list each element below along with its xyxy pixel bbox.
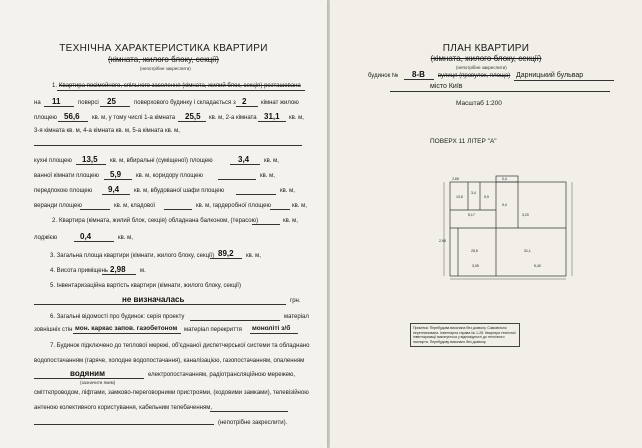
- living-area-value: 56,6: [64, 112, 80, 121]
- walls-value: мон. каркас запов. газобетоном: [75, 325, 178, 332]
- underline: [80, 209, 110, 210]
- plan-dim-3: 3,05: [472, 264, 479, 268]
- grn-label: грн.: [290, 298, 301, 304]
- p7-line4: сміттєпроводом, ліфтами, замково-переговорними пристроями, (кодовими замками), телевізійною: [34, 390, 309, 396]
- toilet-label: кв. м, вбиральні (суміщеної) площею: [110, 158, 213, 164]
- plan-dim-2: 5,40: [534, 264, 541, 268]
- kv-m-label: кв. м,: [246, 253, 261, 259]
- hall-label: передпокою площею: [34, 188, 93, 194]
- underline: [230, 164, 260, 165]
- p7-line2: водопостачанням (гаряче, холодне водопостачання), каналізацією, газопостачанням, опаленням: [34, 358, 305, 364]
- toilet-value: 3,4: [238, 155, 250, 164]
- underline: [270, 209, 290, 210]
- p2-text: Квартира (кімната, жилий блок, секція) обладнана балконом, (терасою): [59, 218, 259, 224]
- street-label: вулиця (провулок, площа): [438, 73, 511, 79]
- p1-area-word: площею: [34, 115, 57, 121]
- underline: [102, 274, 136, 275]
- floors-total-value: 25: [107, 97, 116, 106]
- unneeded-note-2: (непотрібне закреслити).: [218, 420, 288, 426]
- doc-title: ТЕХНІЧНА ХАРАКТЕРИСТИКА КВАРТИРИ: [59, 43, 268, 54]
- p7-text: 7. Будинок підключено до теплової мережі, об'єднаної диспетчерської системи та обладнано: [50, 343, 310, 349]
- plan-dim-4: 5,17: [468, 213, 475, 217]
- underline: [236, 194, 276, 195]
- city-value: місто Київ: [430, 83, 463, 90]
- p3-text: 3. Загальна площа квартири (кімнати, жилого блоку, секції): [50, 253, 215, 259]
- kv-m-label: кв. м,: [283, 218, 298, 224]
- p1-room2: кв. м, 2-а кімната: [209, 115, 257, 121]
- plan-title: ПЛАН КВАРТИРИ: [442, 43, 530, 54]
- underline: [252, 224, 280, 225]
- underline: [34, 145, 302, 146]
- loggia-label: лоджією: [34, 235, 58, 241]
- p1-na: на: [34, 100, 41, 106]
- p1-building: поверхового будинку і складається з: [134, 100, 236, 106]
- overlap-label: матеріал перекриття: [184, 327, 242, 333]
- bath-label: ванної кімнати площею: [34, 173, 99, 179]
- underline: [34, 304, 286, 305]
- unneeded-note: (непотрібне закреслити): [140, 66, 191, 71]
- stamp-text: Примітка: Перебудова виконана без дозволу. Самовільно перепланована. Інвентарна справа № 1-28. Квартира технічної інвентаризації виконується у відповідності до технічного паспорта. Перебудову виконано без дозволу.: [413, 326, 516, 344]
- underline: [100, 106, 130, 107]
- rooms-value: 2: [242, 97, 247, 106]
- underline: [390, 91, 610, 92]
- notes-stamp-box: [410, 323, 520, 347]
- plan-unneeded-note: (непотрібне закреслити): [456, 65, 507, 70]
- building-no: 8-В: [412, 70, 425, 79]
- right-page: [330, 0, 642, 448]
- plan-toilet-label: 3,4: [471, 191, 476, 195]
- water-hand-value: водяним: [70, 369, 106, 378]
- plan-room1-label: 25,5: [471, 249, 478, 253]
- bath-value: 5,9: [110, 170, 122, 179]
- p7-line3-end: електропостачанням, радіотрансляційною мережею,: [148, 372, 296, 378]
- not-determined-value: не визначалась: [122, 295, 185, 304]
- corridor-label: кв. м, коридору площею: [136, 173, 203, 179]
- p7-line5: антеною колективного користування, кабельним телебаченням,: [34, 405, 213, 411]
- underline: [164, 209, 192, 210]
- underline: [210, 258, 242, 259]
- plan-dim-6: 2,98: [439, 239, 446, 243]
- room2-value: 31,1: [264, 112, 280, 121]
- underline: [190, 320, 280, 321]
- underline: [514, 80, 614, 81]
- storage-label: кв. м, кладової: [114, 203, 156, 209]
- floor-value: 11: [52, 97, 61, 106]
- plan-dim-1: 2,65: [452, 177, 459, 181]
- plan-dim-5: 3,20: [522, 213, 529, 217]
- veranda-label: веранди площею: [34, 203, 82, 209]
- loggia-value: 0,4: [80, 232, 92, 241]
- p2-number: 2.: [52, 218, 58, 224]
- p1-rooms345: 3-я кімната кв. м, 4-а кімната кв. м, 5-а кімната кв. м,: [34, 128, 180, 134]
- underline: [73, 333, 181, 334]
- p1-incl: кв. м, у тому числі 1-а кімната: [92, 115, 176, 121]
- plan-kitchen-label: 13,5: [456, 195, 463, 199]
- dressing-label: кв. м, гардеробної площею: [196, 203, 271, 209]
- underline: [34, 424, 214, 425]
- kv-m-label: кв. м,: [260, 173, 275, 179]
- plan-hall-label: 9,4: [502, 203, 507, 207]
- p4-text: 4. Висота приміщень: [50, 268, 109, 274]
- underline: [44, 106, 74, 107]
- walls-label: зовнішніх стін: [34, 327, 73, 333]
- plan-loggia-label: 0,4: [502, 177, 507, 181]
- underline: [58, 121, 88, 122]
- kv-m-label: кв. м,: [264, 158, 279, 164]
- underline: [250, 333, 298, 334]
- underline: [76, 164, 106, 165]
- plan-bath-label: 5,9: [484, 195, 489, 199]
- material-label: матеріал: [284, 314, 309, 320]
- p1-text: Квартира посімейного, спільного заселення (кімната, жилий блок, секція) розташована: [59, 83, 301, 89]
- underline: [102, 194, 130, 195]
- height-value: 2,98: [110, 265, 126, 274]
- total-area-value: 89,2: [218, 249, 234, 258]
- p1-sqm: кв. м,: [289, 115, 304, 121]
- street-value: Дарницький бульвар: [516, 72, 584, 79]
- underline: [404, 79, 434, 80]
- which-note: (зазначити яким): [80, 380, 116, 385]
- doc-subtitle: (кімната, жилого блоку, секції): [108, 55, 219, 64]
- underline: [258, 121, 286, 122]
- floor-line: ПОВЕРХ 11 ЛІТЕР "А": [430, 138, 497, 145]
- overlap-value: моноліті з/б: [252, 325, 291, 332]
- p6-text: 6. Загальні відомості про будинок: серія проекту: [50, 314, 185, 320]
- kv-m-label: кв. м,: [292, 203, 307, 209]
- scale-label: Масштаб 1:200: [456, 100, 502, 107]
- underline: [57, 90, 305, 91]
- plan-room2-label: 31,1: [524, 249, 531, 253]
- kv-m-label: кв. м,: [280, 188, 295, 194]
- kv-m-label: кв. м,: [118, 235, 133, 241]
- underline: [236, 106, 258, 107]
- underline: [178, 121, 206, 122]
- underline: [74, 241, 114, 242]
- plan-subtitle: (кімната, жилого блоку, секції): [430, 54, 542, 63]
- kitchen-value: 13,5: [82, 155, 98, 164]
- p5-text: 5. Інвентаризаційна вартість квартири (кімнати, жилого блоку, секції): [50, 283, 241, 289]
- p1-rooms-word: кімнат жилою: [261, 100, 299, 106]
- room1-value: 25,5: [185, 112, 201, 121]
- p1-floor-word: поверсі: [78, 100, 99, 106]
- p1-number: 1.: [52, 83, 58, 89]
- m-label: м.: [140, 268, 146, 274]
- underline: [210, 411, 288, 412]
- floor-plan-drawing: [438, 170, 638, 280]
- hall-value: 9,4: [108, 185, 120, 194]
- underline: [104, 179, 132, 180]
- building-label: будинок №: [368, 73, 399, 79]
- wardrobe-label: кв. м, вбудованої шафи площею: [134, 188, 225, 194]
- kitchen-label: кухні площею: [34, 158, 72, 164]
- underline: [218, 179, 256, 180]
